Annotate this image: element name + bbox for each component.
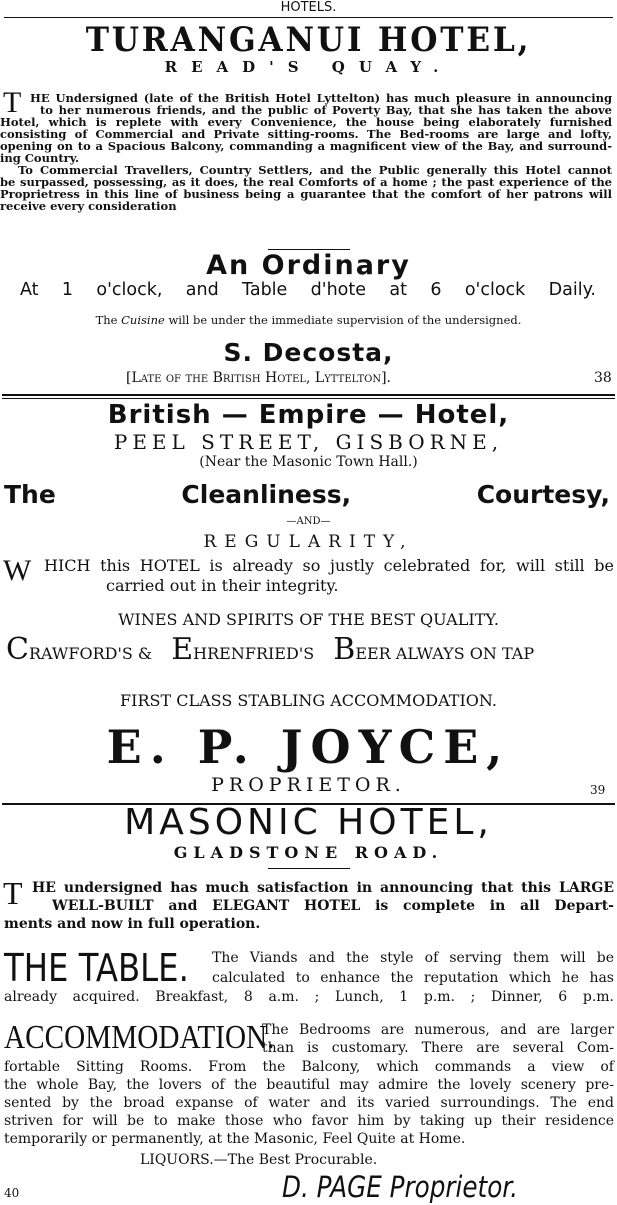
text-line: HE Undersigned (late of the British Hotel Lyttelton) has much pleasure in announcing <box>30 91 612 105</box>
text-line: To Commercial Travellers, Country Settlers, and the Public generally this Hotel cannot <box>18 163 612 177</box>
which-line-2: carried out in their integrity. <box>106 576 339 595</box>
which-line-1: HICH this HOTEL is already so justly celebrated for, will still be <box>44 556 614 575</box>
text-line: be surpassed, possessing, as it does, the real Comforts of a home ; the past experience of the <box>0 175 612 189</box>
joyce-name: E. P. JOYCE, <box>106 720 511 774</box>
section-header: HOTELS. <box>280 0 337 15</box>
meal-times: At 1 o'clock, and Table d'hote at 6 o'clock Daily. <box>20 280 596 300</box>
gladstone-road: GLADSTONE ROAD. <box>173 843 444 862</box>
cuisine-pre: The <box>95 313 118 327</box>
table-line-2: calculated to enhance the reputation which he has <box>212 970 614 986</box>
beer-text-3: EER ALWAYS ON TAP <box>355 644 535 663</box>
drop-cap-t: T <box>3 86 22 119</box>
table-line-1: The Viands and the style of serving them will be <box>212 950 614 966</box>
stabling-line: FIRST CLASS STABLING ACCOMMODATION. <box>120 691 497 710</box>
text-line: temporarily or permanently, at the Masonic, Feel Quite at Home. <box>4 1131 466 1147</box>
text-line: striven for will be to make those who favor him by taking up their residence <box>4 1113 614 1129</box>
masonic-intro-1: HE undersigned has much satisfaction in announcing that this LARGE <box>32 880 614 896</box>
ad-number-38: 38 <box>594 370 612 386</box>
turanganui-title: TURANGANUI HOTEL, <box>85 20 532 60</box>
beer-cap-b: B <box>333 632 356 667</box>
beer-cap-c: C <box>6 632 29 667</box>
text-line: fortable Sitting Rooms. From the Balcony, which commands a view of <box>4 1059 614 1075</box>
late-of-line <box>126 370 391 386</box>
text-line: the whole Bay, the lovers of the beautiful may admire the lovely scenery pre- <box>4 1077 614 1093</box>
masonic-intro-3: ments and now in full operation. <box>4 916 261 932</box>
beer-text-1: RAWFORD'S & <box>28 644 153 663</box>
peel-street: PEEL STREET, GISBORNE, <box>113 430 504 454</box>
the-table-heading: THE TABLE. <box>4 946 189 990</box>
masonic-title: MASONIC HOTEL, <box>124 802 493 843</box>
ad-number-40: 40 <box>4 1186 20 1200</box>
regularity: REGULARITY, <box>203 532 414 552</box>
an-ordinary-heading: An Ordinary <box>206 250 411 281</box>
drop-cap-w: W <box>3 554 32 587</box>
accom-body <box>4 1058 614 1148</box>
joyce-title: PROPRIETOR. <box>211 774 406 796</box>
table-line-3: already acquired. Breakfast, 8 a.m. ; Lunch, 1 p.m. ; Dinner, 6 p.m. <box>4 989 614 1005</box>
header-rule <box>4 17 613 18</box>
ad-number-39: 39 <box>590 783 606 797</box>
proprietor-name: S. Decosta, <box>223 338 394 367</box>
liquors-line: LIQUORS.—The Best Procurable. <box>140 1152 378 1168</box>
text-line: consisting of Commercial and Private sitting-rooms. The Bed-rooms are large and lofty, <box>0 127 612 141</box>
cuisine-word: Cuisine <box>121 313 165 327</box>
divider-1 <box>2 394 615 396</box>
late-of-text: [Late of the British Hotel, Lyttelton]. <box>126 370 391 386</box>
text-line: sented by the broad expanse of water and its varied surroundings. The end <box>4 1095 614 1111</box>
drop-cap-t2: T <box>3 875 23 911</box>
divider-1b <box>2 398 615 399</box>
cuisine-line <box>0 313 617 327</box>
accom-line-1: The Bedrooms are numerous, and are larger <box>262 1022 614 1038</box>
wines-line: WINES AND SPIRITS OF THE BEST QUALITY. <box>118 610 499 629</box>
near-masonic: (Near the Masonic Town Hall.) <box>199 454 418 470</box>
decosta-name <box>0 338 617 367</box>
text-line: Hotel, which is replete with every Convenience, the house being elaborately furnished <box>0 115 612 129</box>
beer-line <box>6 632 535 667</box>
motto-line: The Cleanliness, Courtesy, <box>4 480 610 509</box>
and-line: —AND— <box>286 516 331 527</box>
text-line: to her numerous friends, and the public of Poverty Bay, that she has taken the above <box>40 103 612 117</box>
text-line: Proprietress in this line of business being a guarantee that the comfort of her patrons will <box>0 187 612 201</box>
turanganui-para1 <box>0 92 612 212</box>
beer-cap-e: E <box>171 632 194 667</box>
turanganui-subtitle: READ'S QUAY. <box>164 58 453 76</box>
page-signature: D. PAGE Proprietor. <box>282 1170 518 1204</box>
masonic-intro-2: WELL-BUILT and ELEGANT HOTEL is complete in all Depart- <box>52 898 614 914</box>
text-line: receive every consideration <box>0 199 177 213</box>
british-empire-title: British — Empire — Hotel, <box>107 400 510 430</box>
short-rule-2 <box>268 868 350 869</box>
accommodation-heading: ACCOMMODATION. <box>4 1019 275 1056</box>
beer-text-2: HRENFRIED'S <box>193 644 315 663</box>
accom-line-2: than is customary. There are several Com- <box>262 1040 614 1056</box>
cuisine-post: will be under the immediate supervision of the undersigned. <box>168 313 522 327</box>
text-line: opening on to a Spacious Balcony, commanding a magnificent view of the Bay, and surround- <box>0 139 612 153</box>
text-line: ing Country. <box>0 151 80 165</box>
